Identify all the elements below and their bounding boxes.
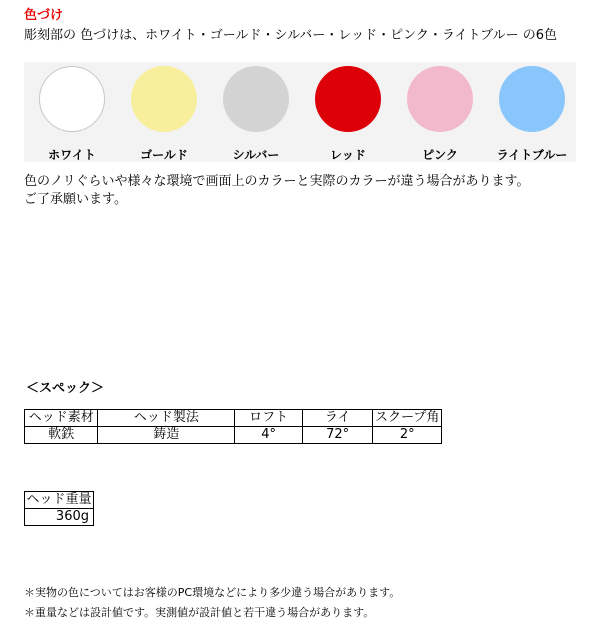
spec-table	[24, 409, 442, 444]
weight-table	[24, 491, 94, 526]
swatch-silver	[210, 62, 302, 163]
table-row	[25, 427, 442, 444]
swatch-circle	[315, 66, 381, 132]
swatch-label: ゴールド	[140, 148, 188, 162]
swatch-pink	[394, 62, 486, 163]
table-cell: 軟鉄	[25, 427, 98, 444]
swatch-red	[302, 62, 394, 163]
table-cell: 4°	[235, 427, 303, 444]
table-header-cell: ヘッド製法	[98, 410, 235, 427]
swatch-label: レッド	[330, 148, 366, 162]
disclaimer-line: ご了承願います。	[24, 192, 127, 207]
swatch-light-blue	[486, 62, 578, 163]
footnote: ＊実物の色についてはお客様のPC環境などにより多少違う場合があります。	[24, 586, 401, 599]
table-header-cell: ヘッド素材	[25, 410, 98, 427]
table-row	[25, 509, 94, 526]
swatch-label: ピンク	[422, 148, 458, 162]
section-title: 色づけ	[24, 8, 64, 23]
swatch-circle	[39, 66, 105, 132]
swatch-circle	[499, 66, 565, 132]
swatch-white	[26, 62, 118, 163]
table-header-cell: スクープ角	[373, 410, 442, 427]
swatch-label: ホワイト	[48, 148, 96, 162]
swatch-gold	[118, 62, 210, 163]
spec-heading: ＜スペック＞	[26, 381, 105, 396]
table-header-cell: ロフト	[235, 410, 303, 427]
swatch-circle	[223, 66, 289, 132]
footnote: ＊重量などは設計値です。実測値が設計値と若干違う場合があります。	[24, 606, 375, 619]
table-header-row	[25, 492, 94, 509]
table-cell: 2°	[373, 427, 442, 444]
table-cell: 鋳造	[98, 427, 235, 444]
color-description: 彫刻部の 色づけは、ホワイト・ゴールド・シルバー・レッド・ピンク・ライトブルー の6色	[24, 28, 557, 43]
table-header-cell: ライ	[302, 410, 373, 427]
table-cell: 360g	[25, 509, 94, 526]
disclaimer-line: 色のノリぐらいや様々な環境で画面上のカラーと実際のカラーが違う場合があります。	[24, 174, 530, 189]
table-header-cell: ヘッド重量	[26, 492, 92, 507]
swatch-circle	[131, 66, 197, 132]
color-disclaimer	[24, 173, 529, 209]
swatch-label: ライトブルー	[496, 148, 568, 162]
swatch-label: シルバー	[232, 148, 280, 162]
table-cell: 72°	[302, 427, 373, 444]
swatch-circle	[407, 66, 473, 132]
color-swatch-panel	[24, 62, 576, 162]
table-header-row	[25, 410, 442, 427]
